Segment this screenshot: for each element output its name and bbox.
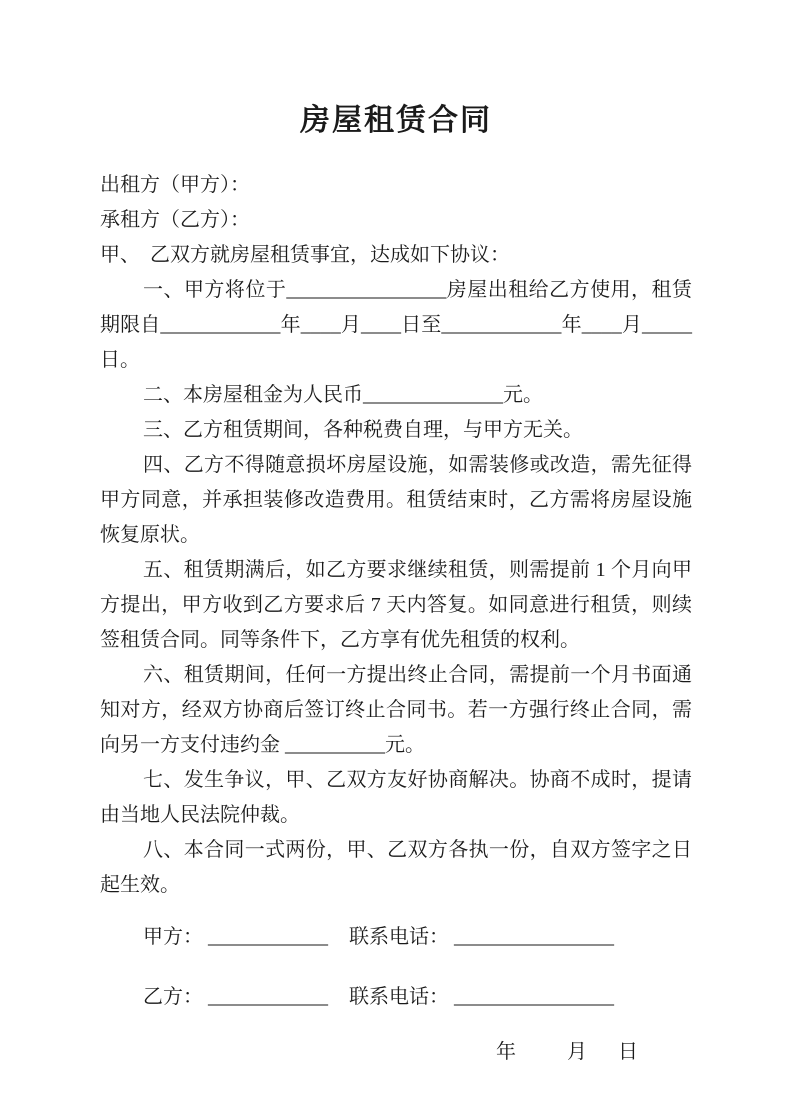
signature-block [100,920,692,1070]
clause-3-taxes: 三、乙方租赁期间，各种税费自理，与甲方无关。 [143,419,583,441]
clause-2-rent: 二、本房屋租金为人民币______________元。 [143,384,543,406]
clause-5-renewal: 五、租赁期满后，如乙方要求继续租赁，则需提前 1 个月向甲方提出，甲方收到乙方要求后 7 天内答复。如同意进行租赁，则续签租赁合同。同等条件下，乙方享有优先租赁的权利。 [100,559,692,651]
party-b-phone-blank: ________________ [454,986,614,1008]
clause-7-disputes: 七、发生争议，甲、乙双方友好协商解决。协商不成时，提请由当地人民法院仲裁。 [100,769,692,826]
party-b-phone-label: 联系电话： [349,986,449,1008]
party-a-label: 甲方： [143,926,203,948]
document-title: 房屋租赁合同 [300,104,492,137]
preamble-line: 甲、 乙双方就房屋租赁事宜，达成如下协议： [100,244,510,266]
date-month-label: 月 [567,1041,587,1063]
date-day-label: 日 [618,1041,638,1063]
lessor-party-line: 出租方（甲方）： [100,174,250,196]
clause-8-copies: 八、本合同一式两份，甲、乙双方各执一份，自双方签字之日起生效。 [100,839,692,896]
clause-6-termination: 六、租赁期间，任何一方提出终止合同，需提前一个月书面通知对方，经双方协商后签订终止合同书。若一方强行终止合同，需向另一方支付违约金 __________元。 [100,664,692,756]
signature-row-party-a [100,920,692,955]
party-b-label: 乙方： [143,986,203,1008]
clause-4-facilities: 四、乙方不得随意损坏房屋设施，如需装修或改造，需先征得甲方同意，并承担装修改造费用。租赁结束时，乙方需将房屋设施恢复原状。 [100,454,692,546]
party-b-name-blank: ____________ [208,986,328,1008]
lessee-party-line: 承租方（乙方）： [100,209,250,231]
party-a-name-blank: ____________ [208,926,328,948]
party-a-phone-label: 联系电话： [349,926,449,948]
date-year-label: 年 [496,1041,516,1063]
party-a-phone-blank: ________________ [454,926,614,948]
contract-body [100,168,692,1070]
signature-row-party-b [100,980,692,1015]
signature-date-row [100,1035,692,1070]
clause-1-premises-and-term: 一、甲方将位于________________房屋出租给乙方使用，租赁期限自____________年____月____日至____________年____月_____日。 [100,279,692,371]
